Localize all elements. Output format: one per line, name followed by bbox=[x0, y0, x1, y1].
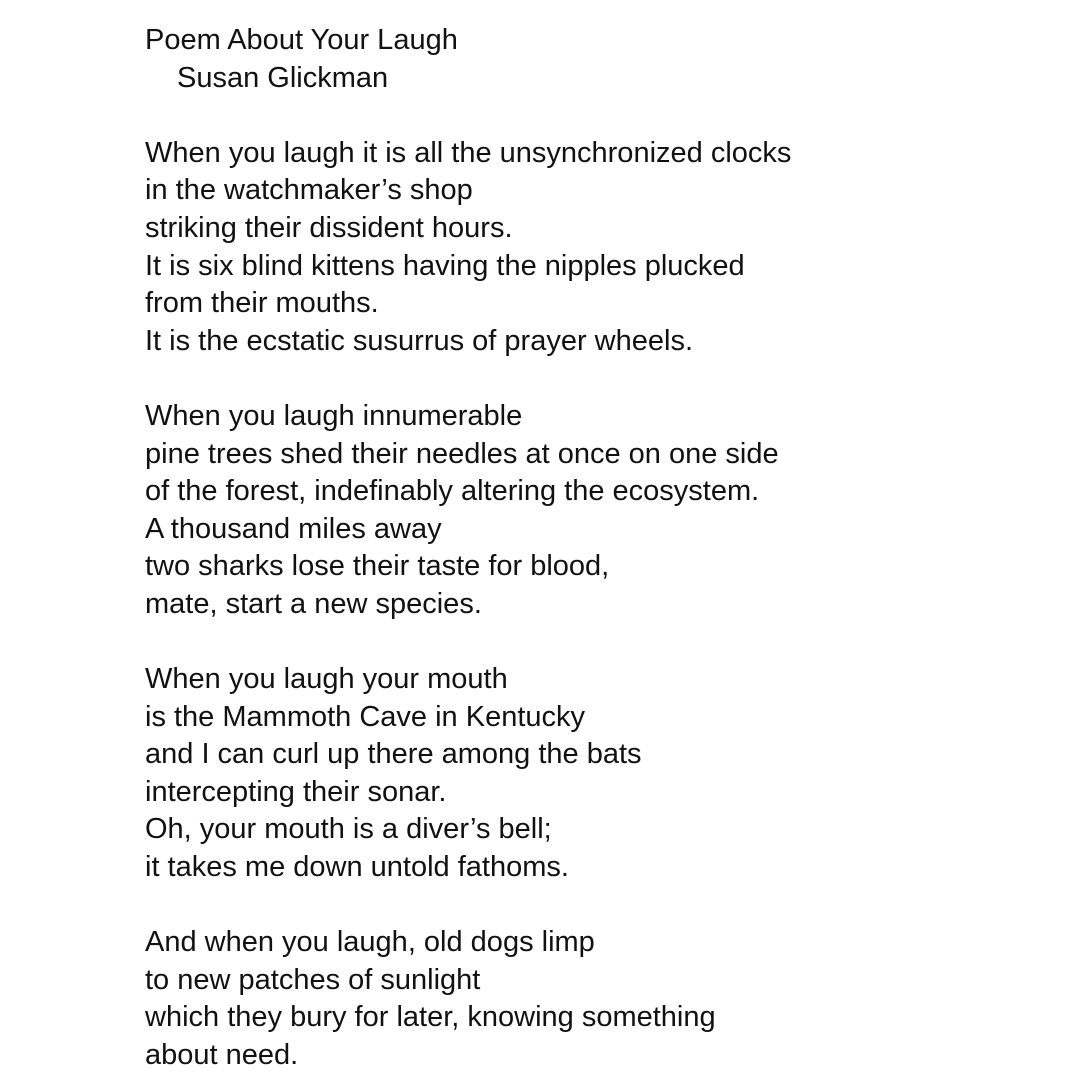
poem-line: Oh, your mouth is a diver’s bell; bbox=[145, 813, 552, 846]
poem-line: it takes me down untold fathoms. bbox=[145, 851, 569, 884]
poem-line: in the watchmaker’s shop bbox=[145, 174, 473, 207]
poem-title: Poem About Your Laugh bbox=[145, 24, 458, 56]
stanza-gap bbox=[145, 97, 1045, 135]
poem-line: pine trees shed their needles at once on one side bbox=[145, 437, 779, 470]
stanza-gap bbox=[145, 360, 1045, 398]
poem-line: is the Mammoth Cave in Kentucky bbox=[145, 700, 586, 733]
poem-author: Susan Glickman bbox=[177, 61, 389, 94]
poem-line: from their mouths. bbox=[145, 287, 379, 320]
poem-line: intercepting their sonar. bbox=[145, 775, 447, 808]
stanza-gap bbox=[145, 624, 1045, 662]
poem-line: to new patches of sunlight bbox=[145, 963, 481, 996]
poem-line: It is the ecstatic susurrus of prayer wheels. bbox=[145, 324, 693, 357]
stanza-3 bbox=[145, 661, 1045, 887]
poem-line: It is six blind kittens having the nipples plucked bbox=[145, 249, 745, 282]
poem-line: When you laugh it is all the unsynchronized clocks bbox=[145, 136, 792, 169]
poem-line: A thousand miles away bbox=[145, 512, 442, 545]
poem bbox=[145, 22, 1045, 1075]
poem-line: and I can curl up there among the bats bbox=[145, 738, 642, 771]
poem-line: about need. bbox=[145, 1039, 299, 1072]
stanza-2 bbox=[145, 398, 1045, 624]
poem-line: When you laugh your mouth bbox=[145, 663, 508, 696]
poem-line: When you laugh innumerable bbox=[145, 399, 523, 432]
poem-line: mate, start a new species. bbox=[145, 587, 482, 620]
stanza-gap bbox=[145, 887, 1045, 925]
stanza-4 bbox=[145, 924, 1045, 1074]
poem-line: And when you laugh, old dogs limp bbox=[145, 926, 595, 959]
poem-line: two sharks lose their taste for blood, bbox=[145, 550, 610, 583]
poem-line: of the forest, indefinably altering the ecosystem. bbox=[145, 475, 760, 508]
stanza-1 bbox=[145, 135, 1045, 361]
poem-line: which they bury for later, knowing something bbox=[145, 1001, 716, 1034]
poem-line: striking their dissident hours. bbox=[145, 211, 513, 244]
